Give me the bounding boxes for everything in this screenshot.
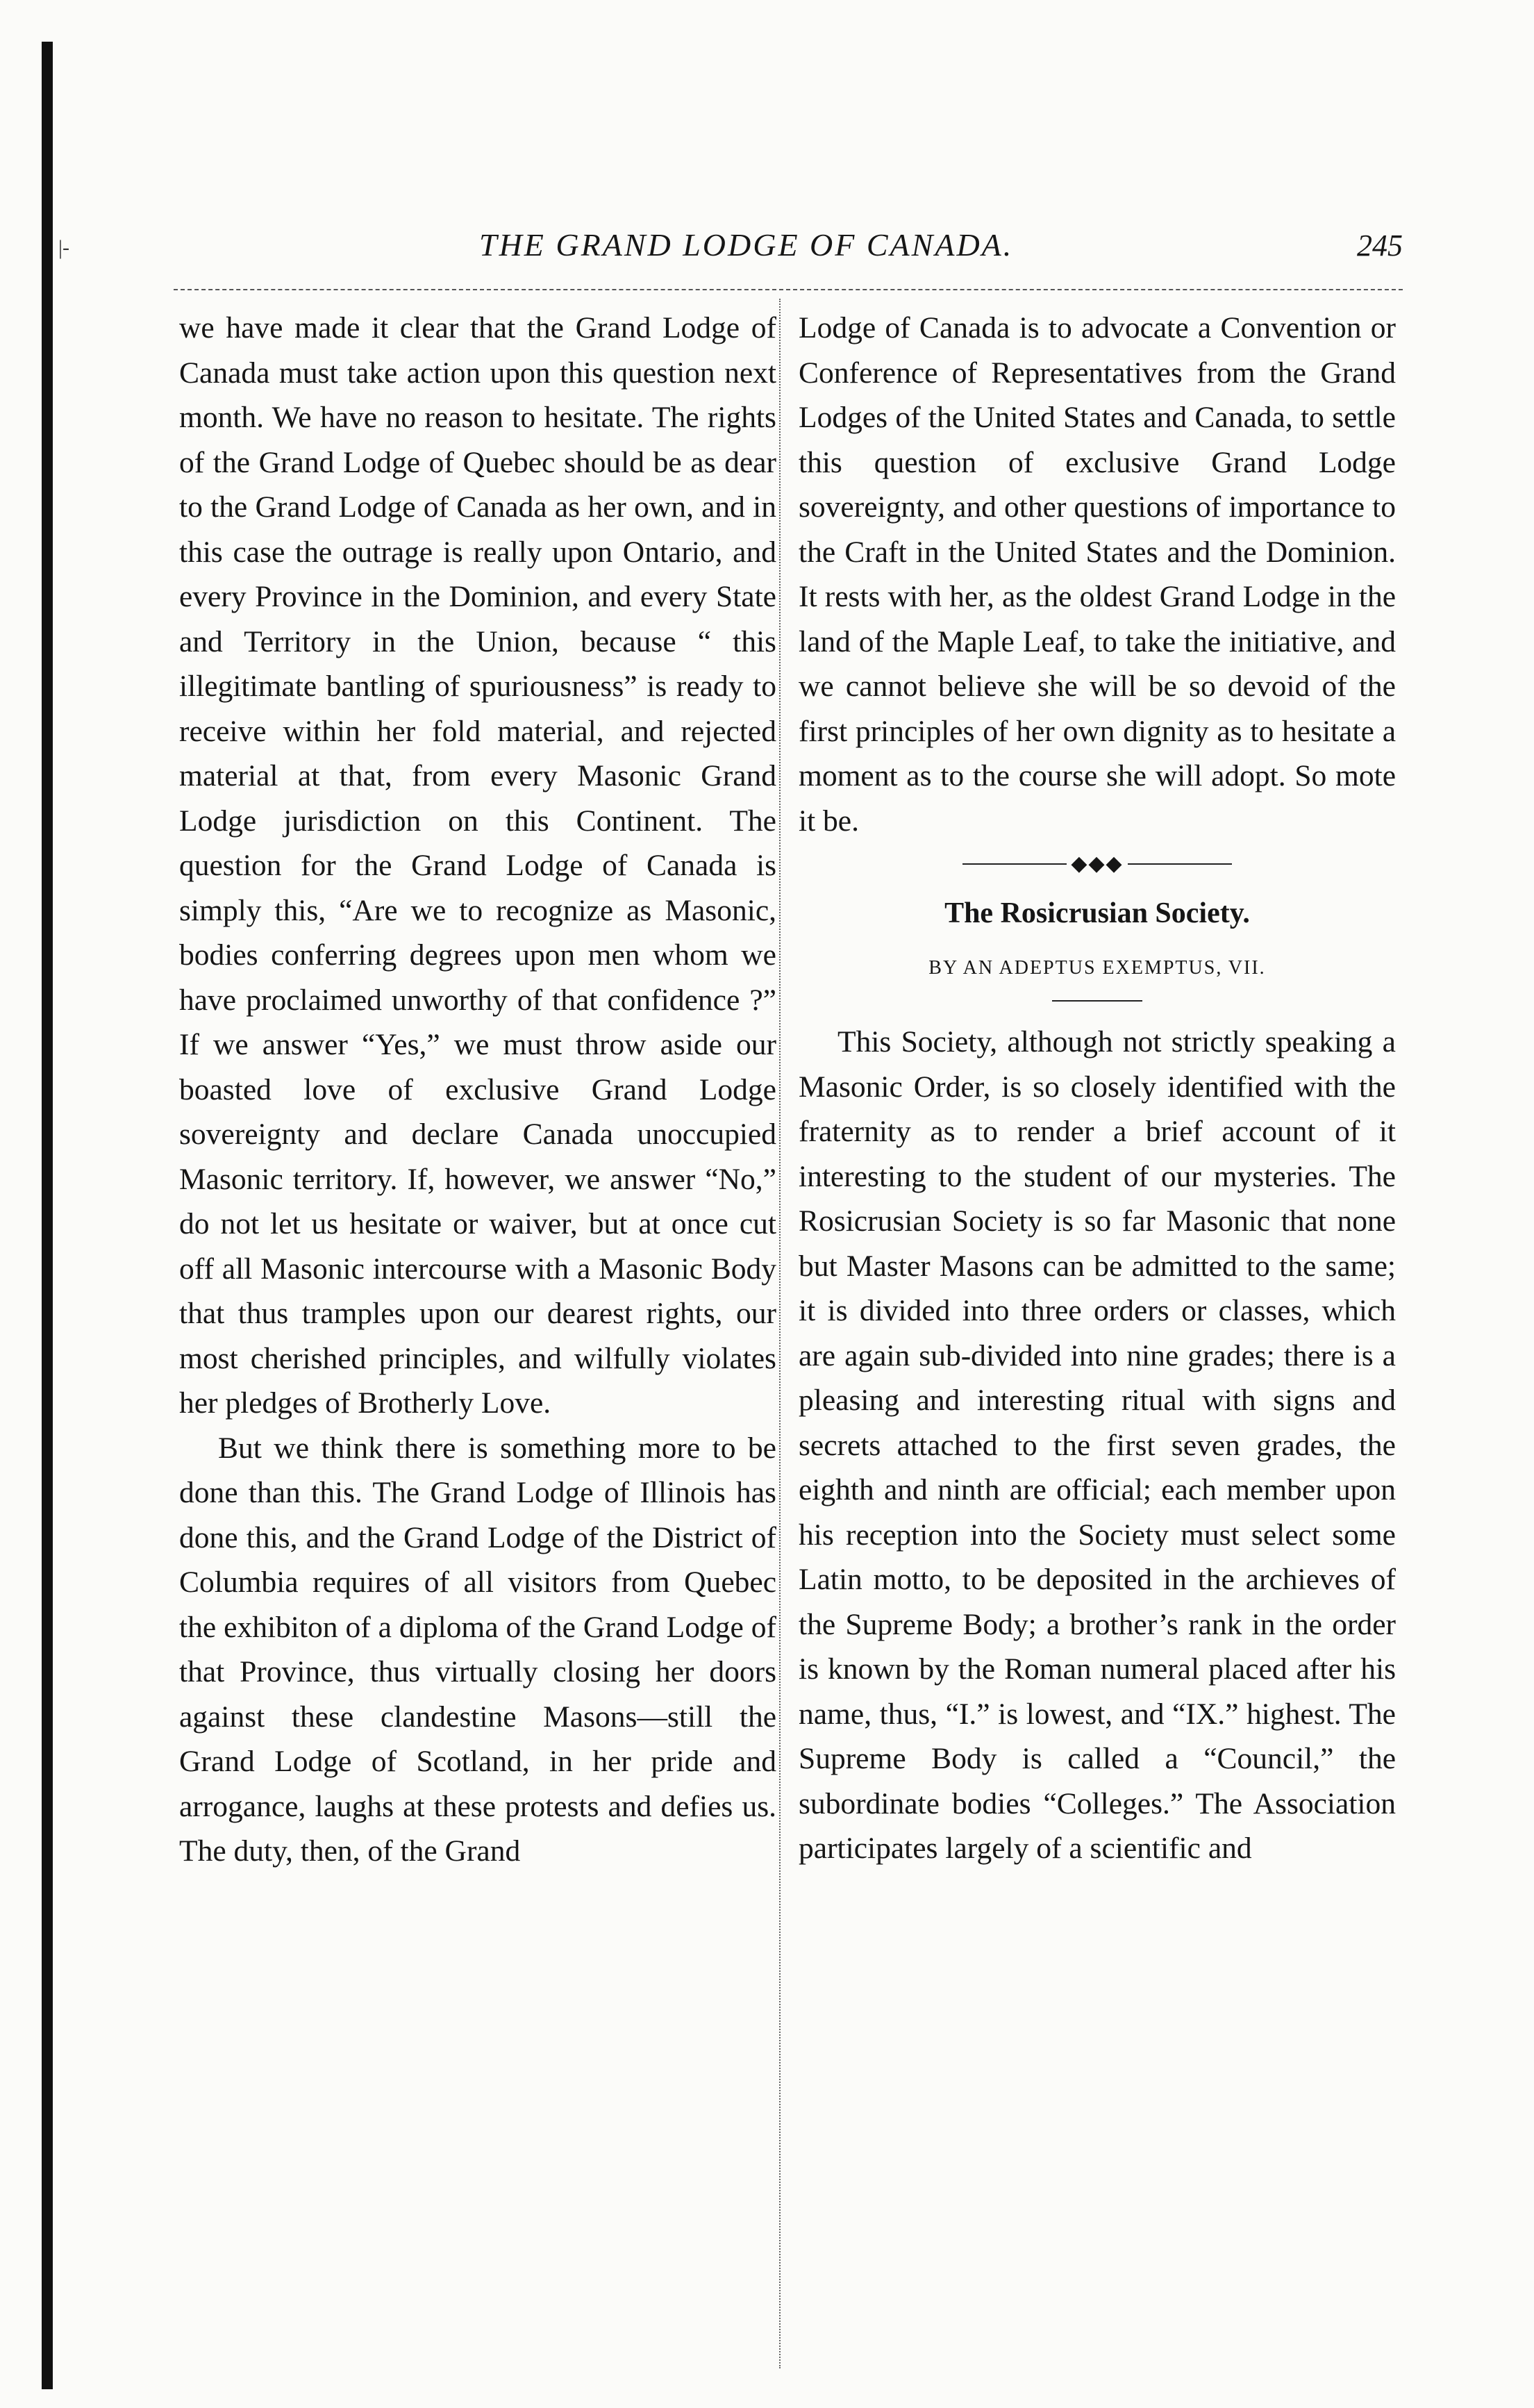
right-column (799, 306, 1396, 1871)
ornament-diamond-icon: ◆◆◆ (1071, 852, 1124, 875)
right-paragraph-2: This Society, although not strictly speaking a Masonic Order, is so closely identified with the fraternity as to render a brief account of it interesting to the student of our mysteries. The Rosicrusian Society is so far Masonic that none but Master Masons can be admitted to the same; it is divided into three orders or classes, which are again sub-divided into nine grades; there is a pleasing and interesting ritual with signs and secrets attached to the first seven grades, the eighth and ninth are official; each member upon his reception into the Society must select some Latin motto, to be deposited in the archieves of the Supreme Body; a brother’s rank in the order is known by the Roman numeral placed after his name, thus, “I.” is lowest, and “IX.” highest. The Supreme Body is called a “Council,” the subordinate bodies “Colleges.” The Association participates largely of a scientific and (799, 1025, 1396, 1865)
page-number: 245 (1357, 229, 1403, 263)
margin-mark: |- (58, 236, 69, 259)
page-header (174, 226, 1403, 268)
left-paragraph-1: we have made it clear that the Grand Lodge of Canada must take action upon this question next month. We have no reason to hesitate. The rights of the Grand Lodge of Quebec should be as dear to the Grand Lodge of Canada as her own, and in this case the outrage is really upon Ontario, and every Province in the Dominion, and every State and Territory in the Union, because “ this illegitimate bantling of spuriousness” is ready to receive within her fold material, and rejected material at that, from every Masonic Grand Lodge jurisdiction on this Continent. The question for the Grand Lodge of Canada is simply this, “Are we to recognize as Masonic, bodies conferring degrees upon men whom we have proclaimed unworthy of that confidence ?” If we answer “Yes,” we must throw aside our boasted love of exclusive Grand Lodge sovereignty and declare Canada unoccupied Masonic territory. If, however, we answer “No,” do not let us hesitate or waiver, but at once cut off all Masonic intercourse with a Masonic Body that thus tramples upon our dearest rights, our most cherished principles, and wilfully violates her pledges of Brotherly Love. (179, 311, 776, 1420)
left-paragraph-2: But we think there is something more to be done than this. The Grand Lodge of Illinois has done this, and the Grand Lodge of the District of Columbia requires of all visitors from Quebec the exhibiton of a diploma of the Grand Lodge of that Province, thus virtually closing her doors against these clandestine Masons—still the Grand Lodge of Scotland, in her pride and arrogance, laughs at these protests and defies us. The duty, then, of the Grand (179, 1431, 776, 1868)
running-title: THE GRAND LODGE OF CANADA. (479, 227, 1014, 263)
ornament-line-right (1128, 863, 1232, 865)
byline: BY AN ADEPTUS EXEMPTUS, VII. (928, 957, 1266, 979)
section-ornament (799, 843, 1396, 885)
right-paragraph-1: Lodge of Canada is to advocate a Convention or Conference of Representatives from the Grand Lodges of the United States and Canada, to settle this question of exclusive Grand Lodge sovereignty, and other questions of importance to the Craft in the United States and the Dominion. It rests with her, as the oldest Grand Lodge in the land of the Maple Leaf, to take the initiative, and we cannot believe she will be so devoid of the first principles of her own dignity as to hesitate a moment as to the course she will adopt. So mote it be. (799, 311, 1396, 838)
byline-rule (1052, 1000, 1142, 1002)
binding-edge (42, 42, 53, 2389)
left-column (179, 306, 776, 1874)
column-divider (779, 299, 781, 2368)
header-rule (174, 289, 1403, 290)
section-title: The Rosicrusian Society. (944, 897, 1250, 929)
ornament-line-left (962, 863, 1067, 865)
